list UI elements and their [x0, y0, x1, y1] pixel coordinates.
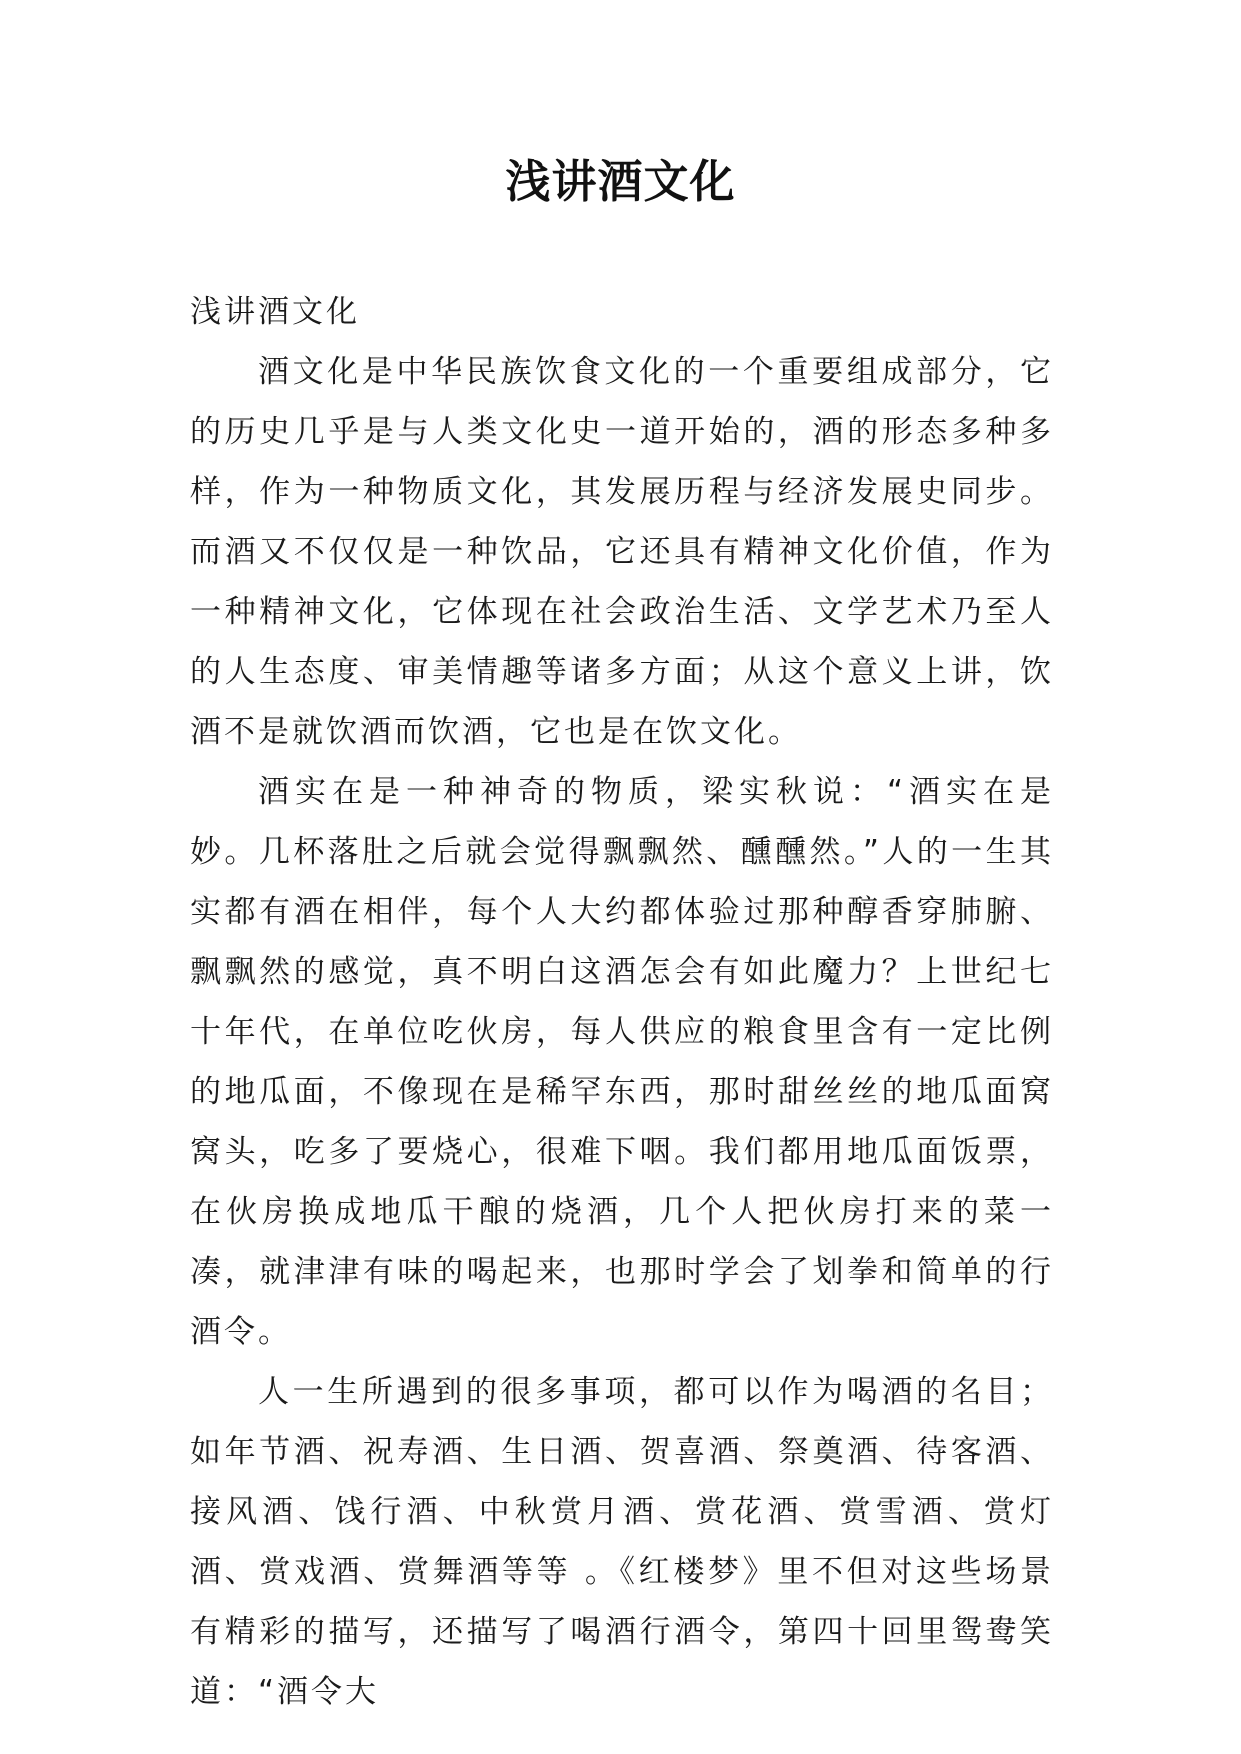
paragraph-1: 酒文化是中华民族饮食文化的一个重要组成部分，它的历史几乎是与人类文化史一道开始的，酒的形态多种多样，作为一种物质文化，其发展历程与经济发展史同步。而酒又不仅仅是一种饮品，它还具有精神文化价值，作为一种精神文化，它体现在社会政治生活、文学艺术乃至人的人生态度、审美情趣等诸多方面；从这个意义上讲，饮酒不是就饮酒而饮酒，它也是在饮文化。 [190, 354, 1054, 750]
paragraph-2: 酒实在是一种神奇的物质，梁实秋说：“酒实在是妙。几杯落肚之后就会觉得飘飘然、醺醺然。”人的一生其实都有酒在相伴，每个人大约都体验过那种醇香穿肺腑、飘飘然的感觉，真不明白这酒怎会有如此魔力？上世纪七十年代，在单位吃伙房，每人供应的粮食里含有一定比例的地瓜面，不像现在是稀罕东西，那时甜丝丝的地瓜面窝窝头，吃多了要烧心，很难下咽。我们都用地瓜面饭票，在伙房换成地瓜干酿的烧酒，几个人把伙房打来的菜一凑，就津津有味的喝起来，也那时学会了划拳和简单的行酒令。 [190, 774, 1054, 1350]
paragraph-3: 人一生所遇到的很多事项，都可以作为喝酒的名目；如年节酒、祝寿酒、生日酒、贺喜酒、祭奠酒、待客酒、接风酒、饯行酒、中秋赏月酒、赏花酒、赏雪酒、赏灯酒、赏戏酒、赏舞酒等等 。《红楼梦》里不但对这些场景有精彩的描写，还描写了喝酒行酒令，第四十回里鸳鸯笑道：“酒令大 [190, 1374, 1054, 1710]
document-title: 浅讲酒文化 [505, 155, 736, 208]
document-body [190, 282, 1054, 1722]
document-subtitle: 浅讲酒文化 [190, 294, 360, 330]
